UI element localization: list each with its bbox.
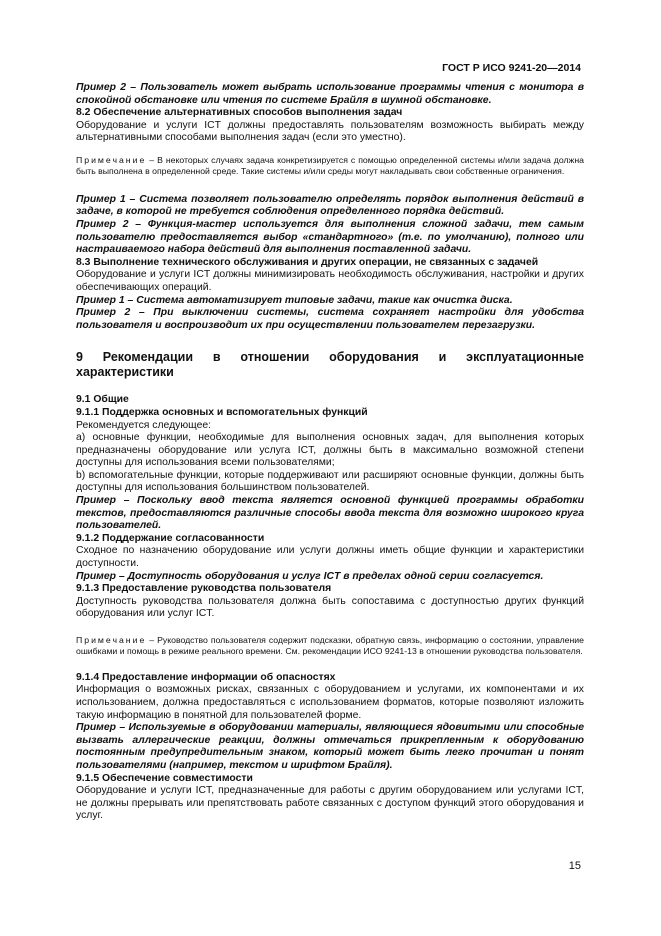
subsection-heading: 8.3 Выполнение технического обслуживания и других операции, не связанных с задачей <box>76 256 539 268</box>
subsection-heading: 9.1.1 Поддержка основных и вспомогательных функций <box>76 406 368 418</box>
note-text: – Руководство пользователя содержит подсказки, обратную связь, информацию о состоянии, управление ошибками и помощь в режиме реального времени. См. рекомендации ИСО 9241-13 в отношении руководства пользователя. <box>76 635 584 657</box>
list-item: b) вспомогательные функции, которые поддерживают или расширяют основные функции, должны быть доступны для использования большинством пользователей. <box>76 469 584 494</box>
note-label: Примечание <box>76 154 147 165</box>
example-paragraph: Пример 2 – Функция-мастер используется для выполнения сложной задачи, тем самым пользователю предоставляется выбор «стандартного» (т.е. по умолчанию), полного или настраиваемого набора действий для выполнения поставленной задачи. <box>76 218 584 256</box>
note-label: Примечание <box>76 635 147 645</box>
example-paragraph: Пример 1 – Система автоматизирует типовые задачи, такие как очистка диска. <box>76 294 513 306</box>
section-heading: 9 Рекомендации в отношении оборудования и эксплуатационные характеристики <box>76 350 584 380</box>
example-paragraph: Пример – Используемые в оборудовании материалы, являющиеся ядовитыми или способные вызвать аллергические реакции, должны отмечаться прикрепленным к оборудованию постоянным предупредительным знаком, который может быть легко прочитан и понят пользователями (например, текстом и шрифтом Брайля). <box>76 722 584 771</box>
subsection-heading: 9.1.2 Поддержание согласованности <box>76 532 265 544</box>
body-paragraph: Оборудование и услуги ICT, предназначенные для работы с другим оборудованием или услугами ICT, не должны прерывать или препятствовать работе связанных с доступом функций этого оборудования и услуг. <box>76 785 584 822</box>
list-item: а) основные функции, необходимые для выполнения основных задач, для выполнения которых предназначены оборудование или услуга ICT, должны быть в максимально возможной степени доступны для использования всеми пользователями; <box>76 432 584 469</box>
subsection-heading: 9.1.4 Предоставление информации об опасностях <box>76 671 336 683</box>
body-paragraph: Информация о возможных рисках, связанных с оборудованием и услугами, их компонентами и их использованием, должна предоставляться с использованием форматов, которые позволяют изложить такую информацию в понятной для пользователей форме. <box>76 684 584 721</box>
example-paragraph: Пример 1 – Система позволяет пользователю определять порядок выполнения действий в задаче, в которой не требуется соблюдения определенного порядка действий. <box>76 193 584 218</box>
example-paragraph: Пример 2 – Пользователь может выбрать использование программы чтения с монитора в спокойной обстановке или чтения по системе Брайля в шумной обстановке. <box>76 82 584 106</box>
subsection-heading: 9.1.3 Предоставление руководства пользователя <box>76 583 332 595</box>
body-paragraph: Сходное по назначению оборудование или услуги должны иметь общие функции и характеристики доступности. <box>76 545 584 570</box>
subsection-heading: 9.1 Общие <box>76 394 129 406</box>
body-paragraph: Оборудование и услуги ICT должны минимизировать необходимость обслуживания, настройки и других обеспечивающих операций. <box>76 269 584 293</box>
example-paragraph: Пример 2 – При выключении системы, система сохраняет настройки для удобства пользователя и воспроизводит их при осуществлении пользователем перезагрузки. <box>76 307 584 331</box>
note-text: – В некоторых случаях задача конкретизируется с помощью определенной системы и/или задача должна быть выполнена в определенной среде. Такие системы и/или среды могут накладывать свои собственные ограничения. <box>76 154 584 177</box>
subsection-heading: 8.2 Обеспечение альтернативных способов выполнения задач <box>76 107 403 119</box>
document-body <box>76 82 584 823</box>
note-paragraph <box>76 155 584 178</box>
note-paragraph <box>76 635 584 658</box>
document-header: ГОСТ Р ИСО 9241-20—2014 <box>442 62 581 74</box>
example-paragraph: Пример – Доступность оборудования и услуг ICT в пределах одной серии согласуется. <box>76 570 544 582</box>
page-number: 15 <box>568 860 581 872</box>
body-paragraph: Рекомендуется следующее: <box>76 419 212 431</box>
body-paragraph: Доступность руководства пользователя должна быть сопоставима с доступностью других функций оборудования или услуг ICT. <box>76 595 584 620</box>
body-paragraph: Оборудование и услуги ICT должны предоставлять пользователям возможность выбирать между альтернативными способами выполнения задач (если это уместно). <box>76 119 584 144</box>
example-paragraph: Пример – Поскольку ввод текста является основной функцией программы обработки текстов, предоставляются различные способы ввода текста для возможно широкого круга пользователей. <box>76 495 584 532</box>
subsection-heading: 9.1.5 Обеспечение совместимости <box>76 772 253 784</box>
